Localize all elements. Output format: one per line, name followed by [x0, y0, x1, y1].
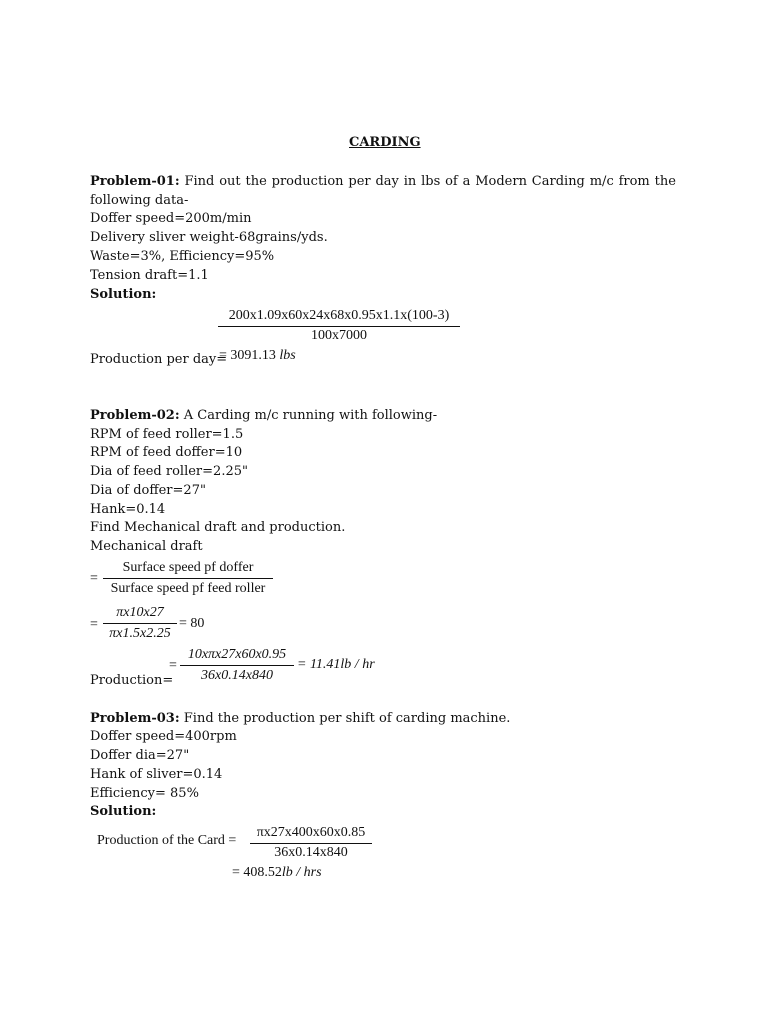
problem-02-production-label: Production=: [90, 673, 174, 688]
problem-02-line: RPM of feed roller=1.5: [90, 427, 244, 442]
equals-sign: =: [169, 658, 177, 673]
problem-02-eq2-numerator: πx10x27: [116, 605, 164, 620]
problem-01-intro: Problem-01: Find out the production per day in lbs of a Modern Carding m/c from the: [90, 174, 676, 189]
problem-03-intro: Problem-03: Find the production per shift of carding machine.: [90, 711, 511, 726]
problem-01-result-label: Production per day=: [90, 352, 228, 367]
problem-03-lhs: Production of the Card =: [97, 833, 237, 848]
problem-03-numerator: πx27x400x60x0.85: [256, 825, 366, 840]
problem-02-line: Hank=0.14: [90, 502, 166, 517]
problem-02-line: RPM of feed doffer=10: [90, 445, 243, 460]
problem-03-line: Efficiency= 85%: [90, 786, 199, 801]
problem-02-line: Mechanical draft: [90, 539, 203, 554]
problem-02-eq3-numerator: 10xπx27x60x0.95: [187, 647, 287, 662]
problem-02-intro: Problem-02: A Carding m/c running with following-: [90, 408, 438, 423]
problem-02-eq3-denominator: 36x0.14x840: [201, 668, 273, 683]
problem-03-line: Doffer speed=400rpm: [90, 729, 237, 744]
problem-03-label: Problem-03:: [90, 711, 180, 726]
problem-02-eq1-numerator: Surface speed pf doffer: [122, 560, 254, 575]
problem-02-line: Dia of doffer=27": [90, 483, 206, 498]
fraction-bar: [180, 665, 294, 666]
problem-02-draft-result: = 80: [179, 616, 205, 631]
fraction-bar: [218, 326, 460, 327]
problem-02-eq2-denominator: πx1.5x2.25: [109, 626, 171, 641]
problem-01-intro-line2: following data-: [90, 193, 189, 208]
problem-01-denominator: 100x7000: [311, 328, 367, 343]
problem-02-production-result: = 11.41lb / hr: [297, 657, 375, 672]
fraction-bar: [103, 623, 177, 624]
problem-02-line: Find Mechanical draft and production.: [90, 520, 346, 535]
problem-01-label: Problem-01:: [90, 174, 180, 189]
problem-03-solution-label: Solution:: [90, 804, 157, 819]
problem-01-line: Tension draft=1.1: [90, 268, 209, 283]
problem-03-denominator: 36x0.14x840: [274, 845, 348, 860]
problem-03-result: = 408.52lb / hrs: [232, 865, 322, 880]
page-title: CARDING: [349, 135, 421, 150]
problem-02-eq1-denominator: Surface speed pf feed roller: [110, 581, 266, 596]
problem-02-line: Dia of feed roller=2.25": [90, 464, 248, 479]
equals-sign: =: [90, 571, 98, 586]
fraction-bar: [250, 843, 372, 844]
problem-01-line: Delivery sliver weight-68grains/yds.: [90, 230, 328, 245]
problem-03-line: Hank of sliver=0.14: [90, 767, 223, 782]
problem-01-numerator: 200x1.09x60x24x68x0.95x1.1x(100-3): [228, 308, 450, 323]
equals-sign: =: [90, 617, 98, 632]
fraction-bar: [103, 578, 273, 579]
problem-01-solution-label: Solution:: [90, 287, 157, 302]
problem-03-line: Doffer dia=27": [90, 748, 190, 763]
problem-01-result: = 3091.13 lbs: [219, 348, 296, 363]
problem-01-line: Waste=3%, Efficiency=95%: [90, 249, 275, 264]
problem-02-label: Problem-02:: [90, 408, 180, 423]
problem-01-line: Doffer speed=200m/min: [90, 211, 252, 226]
